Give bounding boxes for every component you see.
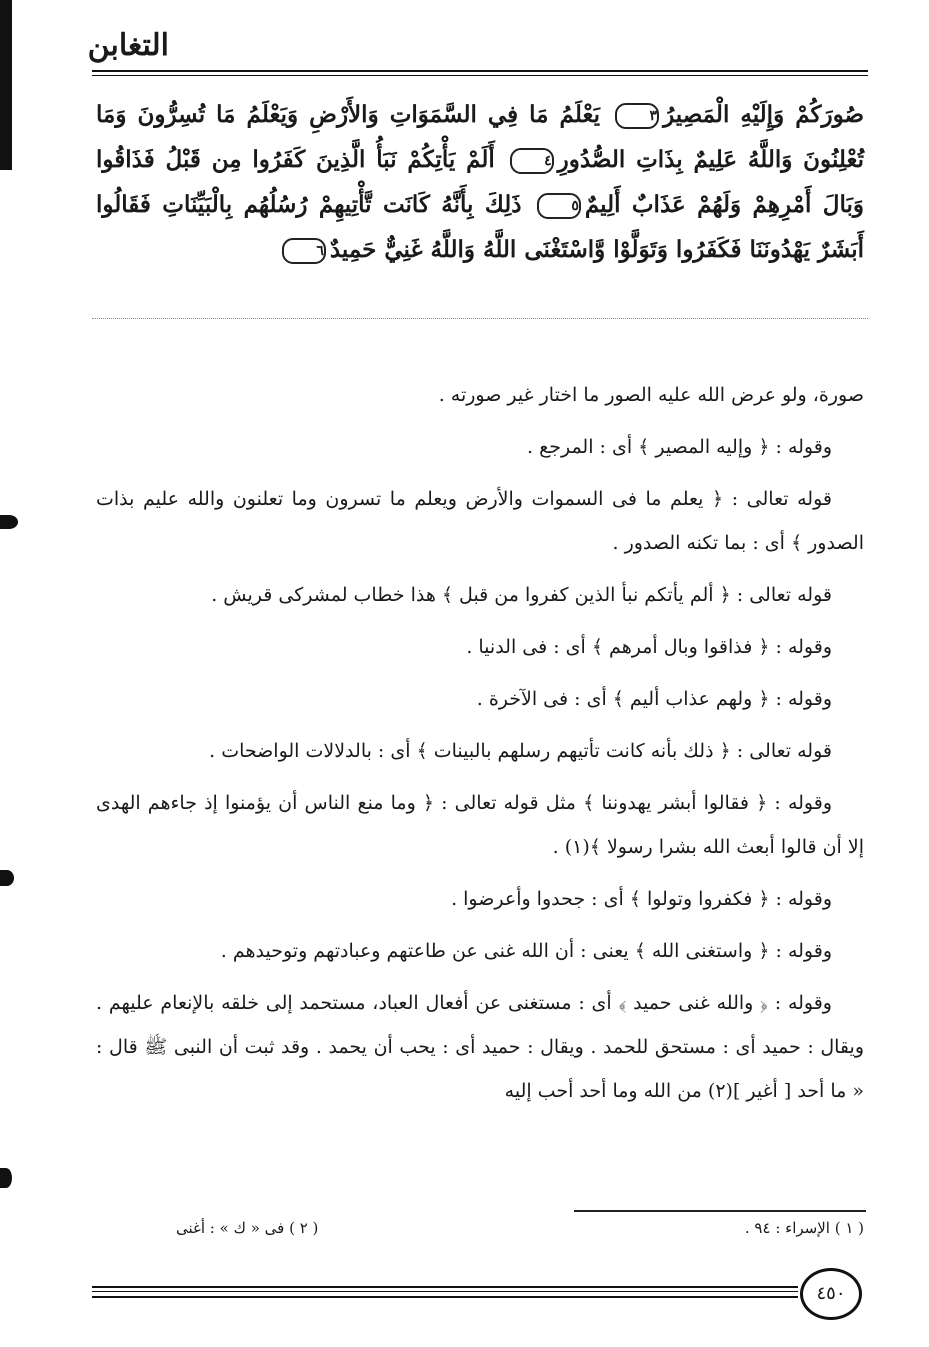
verse-text: صُورَكُمْ وَإِلَيْهِ الْمَصِيرُ bbox=[663, 101, 865, 128]
quran-verses bbox=[96, 92, 864, 272]
footer-rule bbox=[92, 1286, 798, 1288]
commentary-paragraph: وقوله : ﴿ والله غنى حميد ﴾ أى : مستغنى عن أفعال العباد، مستحمد إلى خلقه بالإنعام عليهم . ويقال : حميد أى : مستحق للحمد . ويقال : حميد أى : يحب أن يحمد . وقد ثبت أن النبى ﷺ قال : « ما أحد [ أغير ](٢) من الله وما أحد أحب إليه bbox=[96, 992, 864, 1102]
header-rule bbox=[92, 75, 868, 76]
ayah-number-mark: ٣ bbox=[615, 103, 659, 129]
footnote-1: ( ١ ) الإسراء : ٩٤ . bbox=[744, 1219, 864, 1237]
commentary-paragraph: وقوله : ﴿ فذاقوا وبال أمرهم ﴾ أى : فى الدنيا . bbox=[466, 636, 832, 658]
ayah-number-mark: ٥ bbox=[537, 193, 581, 219]
footer-rule bbox=[92, 1291, 798, 1292]
verse-text: يَعْلَمُ مَا فِي السَّمَوَاتِ وَالأَرْضِ وَيَعْلَمُ مَا تُسِرُّونَ وَمَا تُعْلِنُونَ وَاللَّهُ عَلِيمٌ بِذَاتِ الصُّدُورِ bbox=[96, 101, 864, 173]
commentary-paragraph: وقوله : ﴿ واستغنى الله ﴾ يعنى : أن الله غنى عن طاعتهم وعبادتهم وتوحيدهم . bbox=[220, 940, 832, 962]
scan-edge-mark bbox=[0, 1168, 12, 1188]
verse-text: أَلَمْ يَأْتِكُمْ نَبَأُ الَّذِينَ كَفَرُوا مِن قَبْلُ فَذَاقُوا وَبَالَ أَمْرِهِمْ وَلَهُمْ عَذَابٌ أَلِيمٌ bbox=[96, 146, 864, 218]
commentary-paragraph: قوله تعالى : ﴿ ذلك بأنه كانت تأتيهم رسلهم بالبينات ﴾ أى : بالدلالات الواضحات . bbox=[209, 740, 832, 762]
commentary-body bbox=[96, 373, 864, 1121]
commentary-paragraph: وقوله : ﴿ ولهم عذاب أليم ﴾ أى : فى الآخرة . bbox=[476, 688, 832, 710]
footer-rule bbox=[92, 1296, 798, 1298]
ayah-number-mark: ٦ bbox=[282, 238, 326, 264]
commentary-paragraph: صورة، ولو عرض الله عليه الصور ما اختار غير صورته . bbox=[438, 384, 864, 406]
page-number: ٤٥٠ bbox=[800, 1268, 862, 1320]
footnote-rule bbox=[574, 1210, 866, 1212]
commentary-paragraph: وقوله : ﴿ فقالوا أبشر يهدوننا ﴾ مثل قوله تعالى : ﴿ وما منع الناس أن يؤمنوا إذ جاءهم الهدى إلا أن قالوا أبعث الله بشرا رسولا ﴾(١) . bbox=[96, 792, 864, 858]
header-rule bbox=[92, 70, 868, 72]
footnotes bbox=[96, 1219, 864, 1237]
commentary-paragraph: قوله تعالى : ﴿ ألم يأتكم نبأ الذين كفروا من قبل ﴾ هذا خطاب لمشركى قريش . bbox=[211, 584, 832, 606]
footnote-2: ( ٢ ) فى « ك » : أغنى bbox=[176, 1219, 319, 1237]
commentary-paragraph: وقوله : ﴿ فكفروا وتولوا ﴾ أى : جحدوا وأعرضوا . bbox=[451, 888, 832, 910]
scan-edge-mark bbox=[0, 515, 18, 529]
scan-edge-mark bbox=[0, 870, 14, 886]
scan-edge-mark bbox=[0, 0, 12, 170]
ayah-number-mark: ٤ bbox=[510, 148, 554, 174]
verse-text: ذَلِكَ بِأَنَّهُ كَانَت تَّأْتِيهِمْ رُسُلُهُم بِالْبَيِّنَاتِ فَقَالُوا أَبَشَرٌ يَهْدُونَنَا فَكَفَرُوا وَتَوَلَّوْا وَّاسْتَغْنَى اللَّهُ وَاللَّهُ غَنِيٌّ حَمِيدٌ bbox=[96, 191, 864, 263]
page-title: التغابن bbox=[87, 28, 169, 63]
commentary-paragraph: قوله تعالى : ﴿ يعلم ما فى السموات والأرض ويعلم ما تسرون وما تعلنون والله عليم بذات الصدور ﴾ أى : بما تكنه الصدور . bbox=[96, 488, 864, 554]
section-divider bbox=[92, 318, 868, 319]
commentary-paragraph: وقوله : ﴿ وإليه المصير ﴾ أى : المرجع . bbox=[527, 436, 832, 458]
